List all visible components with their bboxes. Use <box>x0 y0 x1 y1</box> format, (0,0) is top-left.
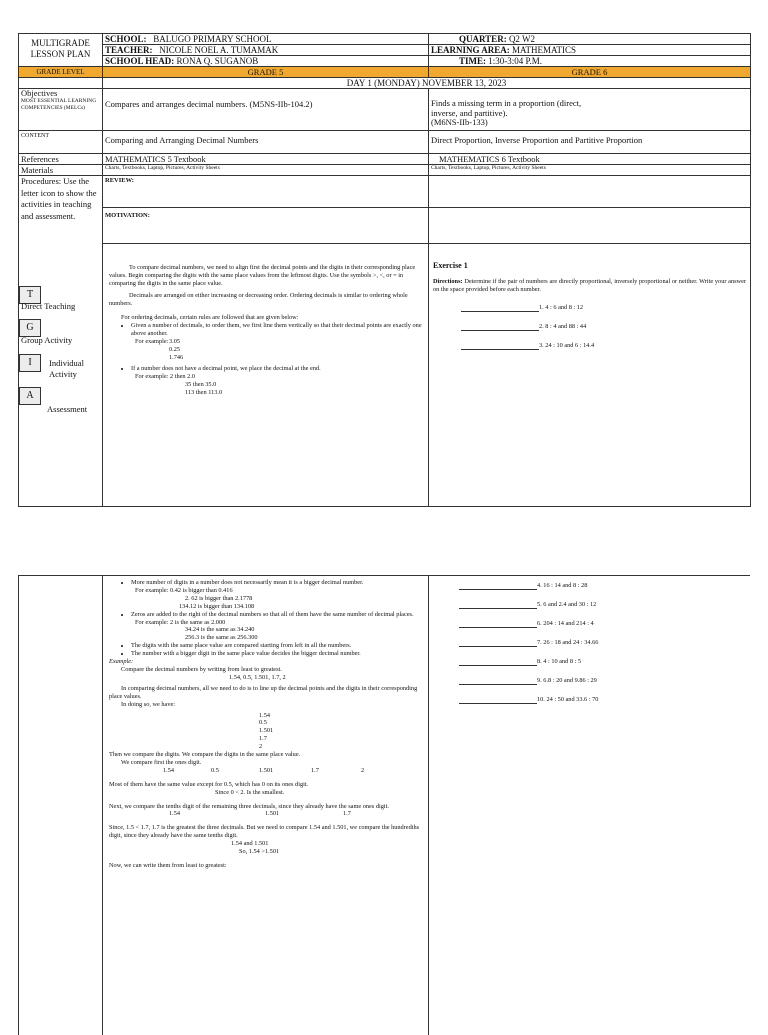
g5-ex2-1: 113 then 113.0 <box>109 389 422 397</box>
melc6-line3: (M6NS-IIb-133) <box>431 118 748 128</box>
g6-exercise-title: Exercise 1 <box>433 262 746 270</box>
day-header: DAY 1 (MONDAY) NOVEMBER 13, 2023 <box>103 78 751 89</box>
g5-para2: Decimals are arranged on either increasing or decreasing order. Ordering decimals is similar to ordering whole numbers. <box>109 292 422 308</box>
area-label: LEARNING AREA: <box>431 45 510 55</box>
g5-ex4-label: For example: 2 is the same as 2.000 <box>109 619 422 627</box>
review-label: REVIEW: <box>103 176 429 208</box>
grade5-header: GRADE 5 <box>103 67 429 78</box>
objectives-cell <box>19 89 103 131</box>
tenths-2: 1.7 <box>343 810 351 818</box>
mat5: Charts, Textbooks, Laptop, Pictures, Activity Sheets <box>103 165 429 176</box>
t-letter-icon: T <box>19 286 41 304</box>
plan-title: MULTIGRADE LESSON PLAN <box>19 34 103 67</box>
answer-blank[interactable] <box>459 639 537 647</box>
melc6-cell <box>429 89 751 131</box>
stack-0: 1.54 <box>259 712 422 720</box>
time-value: 1:30-3:04 P.M. <box>488 56 542 66</box>
quarter-label: QUARTER: <box>459 34 507 44</box>
i-label: Individual Activity <box>49 358 101 380</box>
head-label: SCHOOL HEAD: <box>105 56 174 66</box>
g6-items <box>433 304 746 350</box>
answer-blank[interactable] <box>461 342 539 350</box>
head-cell <box>103 56 429 67</box>
teacher-value: NICOLE NOEL A. TUMAMAK <box>159 45 278 55</box>
g5-since: Since 0 < 2. Is the smallest. <box>109 789 422 797</box>
area-value: MATHEMATICS <box>512 45 576 55</box>
grade6-exercise <box>429 243 751 506</box>
g5-bullet6: • The number with a bigger digit in the same place value decides the bigger decimal number. <box>131 650 422 658</box>
teacher-cell <box>103 45 429 56</box>
g5-para3: For ordering decimals, certain rules are followed that are given below: <box>109 314 422 322</box>
g5-ex2-0: 35 then 35.0 <box>109 381 422 389</box>
melc6-line2: inverse, and partitive). <box>431 109 748 119</box>
procedures-cell <box>19 176 103 507</box>
g5-bullet4: • Zeros are added to the right of the decimal numbers so that all of them have the same number of decimal places. <box>131 611 422 619</box>
answer-blank[interactable] <box>459 677 537 685</box>
grade5-lesson <box>103 243 429 506</box>
objectives-label: Objectives <box>21 89 100 98</box>
g6-item-1: 1. 4 : 6 and 8 : 12 <box>539 304 583 311</box>
g5-ex4-0: 34.24 is the same as 34.240 <box>109 626 422 634</box>
tenths-1: 1.501 <box>265 810 343 818</box>
school-label: SCHOOL: <box>105 34 147 44</box>
ref5: MATHEMATICS 5 Textbook <box>103 154 429 165</box>
melc5: Compares and arranges decimal numbers. (M5NS-IIb-104.2) <box>103 89 429 131</box>
g6-item-9: 9. 6.8 : 20 and 9.86 : 29 <box>537 677 597 684</box>
i-letter-icon: I <box>19 354 41 372</box>
g6-item-8: 8. 4 : 10 and 8 : 5 <box>537 658 581 665</box>
g5-compare: Compare the decimal numbers by writing from least to greatest. <box>109 666 422 674</box>
g5-cut: Now, we can write them from least to greatest: <box>109 862 422 870</box>
g5-then: Then we compare the digits. We compare the digits in the same place value. <box>109 751 422 759</box>
ones-2: 1.501 <box>259 767 311 775</box>
mat6: Charts, Textbooks, Laptop, Pictures, Activity Sheets <box>429 165 751 176</box>
school-cell <box>103 34 429 45</box>
g5-numbers: 1.54, 0.5, 1.501, 1.7, 2 <box>109 674 422 682</box>
answer-blank[interactable] <box>461 323 539 331</box>
g6-directions-text: Determine if the pair of numbers are directly proportional, inversely proportional or neither. Write your answer on the space provided before each number. <box>433 278 746 293</box>
g6-item-10: 10. 24 : 50 and 33.6 : 70 <box>537 696 598 703</box>
stack-3: 1.7 <box>259 735 422 743</box>
answer-blank[interactable] <box>461 304 539 312</box>
g5-ex1-1: 0.25 <box>109 346 422 354</box>
g5-ex4-1: 256.3 is the same as 256.300 <box>109 634 422 642</box>
answer-blank[interactable] <box>459 620 537 628</box>
g5-ex-label: For example: <box>109 338 422 346</box>
answer-blank[interactable] <box>459 582 537 590</box>
g5-ones: We compare first the ones digit. <box>109 759 422 767</box>
g5-example-label: Example: <box>109 658 422 666</box>
g5-ex3-1: 134.12 is bigger than 134.108 <box>109 603 422 611</box>
melc6-line1: Finds a missing term in a proportion (direct, <box>431 99 748 109</box>
g6-item-6: 6. 204 : 14 and 214 : 4 <box>537 620 594 627</box>
lesson-plan-table-continued <box>18 575 750 1035</box>
stack-1: 0.5 <box>259 719 422 727</box>
page-1 <box>18 33 750 507</box>
g5-bullet1: • Given a number of decimals, to order them, we first line them vertically so that their decimal points are exactly one above another. <box>131 322 422 338</box>
answer-blank[interactable] <box>459 601 537 609</box>
ones-0: 1.54 <box>163 767 211 775</box>
g6-directions-label: Directions: <box>433 278 463 285</box>
content6: Direct Proportion, Inverse Proportion and Partitive Proportion <box>429 131 751 154</box>
g6-item-3: 3. 24 : 10 and 6 : 14.4 <box>539 342 594 349</box>
tenths-0: 1.54 <box>169 810 265 818</box>
stack-4: 2 <box>259 743 422 751</box>
page-2 <box>18 575 750 1035</box>
quarter-value: Q2 W2 <box>509 34 535 44</box>
content-label: CONTENT <box>19 131 103 154</box>
ones-1: 0.5 <box>211 767 259 775</box>
g5-ex2-label: For example: 2 then 2.0 <box>109 373 422 381</box>
g5-ex1-2: 1.746 <box>109 354 422 362</box>
g5-ex3-0: 2. 62 is bigger than 2.1778 <box>109 595 422 603</box>
answer-blank[interactable] <box>459 658 537 666</box>
melc-label: MOST ESSENTIAL LEARNING COMPETENCIES (MELCs) <box>21 98 100 111</box>
materials-label: Materials <box>19 165 103 176</box>
a-label: Assessment <box>47 404 87 414</box>
g5-bullet5: • The digits with the same place value are compared starting from left in all the numbers. <box>131 642 422 650</box>
g5-bullet2: • If a number does not have a decimal point, we place the decimal at the end. <box>131 365 422 373</box>
a-letter-icon: A <box>19 387 41 405</box>
ones-3: 1.7 <box>311 767 361 775</box>
stack-2: 1.501 <box>259 727 422 735</box>
g5-so: So, 1.54 >1.501 <box>109 848 422 856</box>
answer-blank[interactable] <box>459 696 537 704</box>
g5-ex1-0: 3.05 <box>109 338 422 346</box>
g5-para1: To compare decimal numbers, we need to align first the decimal points and the digits in their corresponding place values. Begin comparing the digits with the same place values from the leftmost digits. Use the symbols >, <, or = in comparing the digits in the same place value. <box>109 264 422 288</box>
g5-ex3-label: For example: 0.42 is bigger than 0.416 <box>109 587 422 595</box>
g6-item-2: 2. 8 : 4 and 88 : 44 <box>539 323 586 330</box>
content5: Comparing and Arranging Decimal Numbers <box>103 131 429 154</box>
grade6-items-continued <box>429 576 751 1035</box>
head-value: RONA Q. SUGANOB <box>177 56 259 66</box>
g-letter-icon: G <box>19 319 41 337</box>
g6-item-4: 4. 16 : 14 and 8 : 28 <box>537 582 587 589</box>
grade-level-label: GRADE LEVEL <box>19 67 103 78</box>
g5-since2: Since, 1.5 < 1.7, 1.7 is the greatest the three decimals. But we need to compare 1.54 and 1.501, we compare the hundredths digit, since they already have the same tenths digit. <box>109 824 422 840</box>
time-cell <box>429 56 751 67</box>
g6-item-5: 5. 6 and 2.4 and 30 : 12 <box>537 601 596 608</box>
t-label: Direct Teaching <box>21 301 75 311</box>
grade5-lesson-continued <box>103 576 429 1035</box>
g5-stack <box>109 712 422 752</box>
grade6-header: GRADE 6 <box>429 67 751 78</box>
school-value: BALUGO PRIMARY SCHOOL <box>153 34 271 44</box>
g5-lineup: In comparing decimal numbers, all we need to do is to line up the decimal points and the digits in their corresponding place values. <box>109 685 422 701</box>
g5-most: Most of them have the same value except for 0.5, which has 0 on its ones digit. <box>109 781 422 789</box>
g-label: Group Activity <box>21 335 72 345</box>
time-label: TIME: <box>459 56 486 66</box>
g5-tenths-row <box>109 810 422 818</box>
g5-next: Next, we compare the tenths digit of the remaining three decimals, since they already have the same ones digit. <box>109 803 422 811</box>
quarter-cell <box>429 34 751 45</box>
g6-item-7: 7. 26 : 18 and 24 : 34.66 <box>537 639 598 646</box>
g5-ones-row <box>109 767 422 775</box>
teacher-label: TEACHER: <box>105 45 153 55</box>
motivation-label: MOTIVATION: <box>103 208 429 243</box>
references-label: References <box>19 154 103 165</box>
ones-4: 2 <box>361 767 364 775</box>
g5-bullet3: • More number of digits in a number does not necessarily mean it is a bigger decimal number. <box>131 579 422 587</box>
g5-doing: In doing so, we have: <box>109 701 422 709</box>
ref6: MATHEMATICS 6 Textbook <box>429 154 751 165</box>
lesson-plan-table <box>18 33 751 507</box>
procedures-label: Procedures: Use the letter icon to show the activities in teaching and assessment. <box>21 176 100 222</box>
area-cell <box>429 45 751 56</box>
g5-hund: 1.54 and 1.501 <box>109 840 422 848</box>
